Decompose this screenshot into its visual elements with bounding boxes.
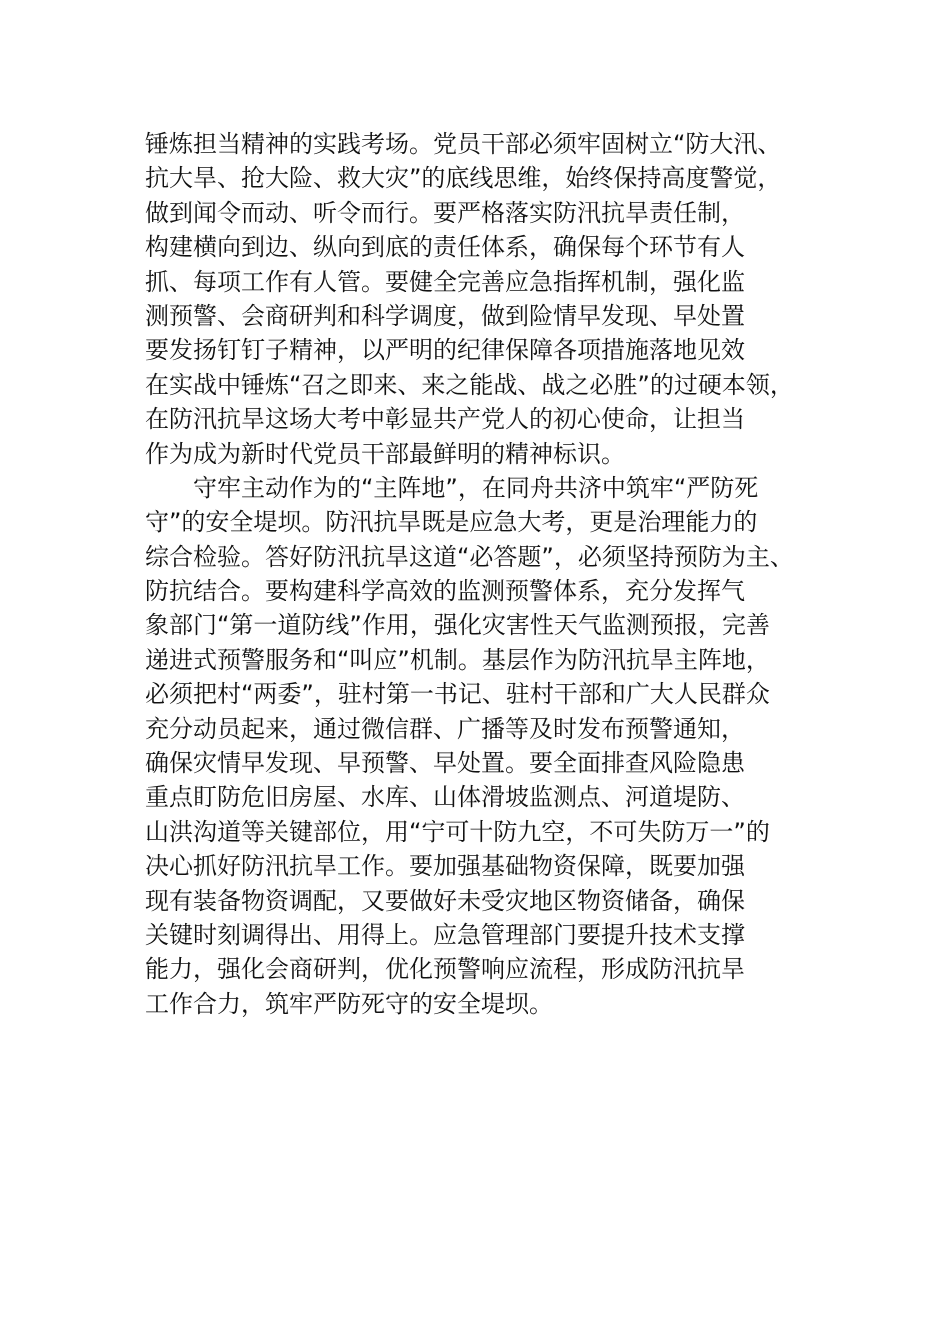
text-line: 递进式预警服务和“叫应”机制。基层作为防汛抗旱主阵地，: [145, 645, 770, 674]
text-line: 关键时刻调得出、用得上。应急管理部门要提升技术支撑: [145, 920, 745, 949]
text-line: 守”的安全堤坝。防汛抗旱既是应急大考，更是治理能力的: [145, 508, 758, 537]
text-line: 现有装备物资调配，又要做好未受灾地区物资储备，确保: [145, 886, 745, 915]
text-line: 象部门“第一道防线”作用，强化灾害性天气监测预报，完善: [145, 611, 770, 640]
text-line: 要发扬钉钉子精神，以严明的纪律保障各项措施落地见效: [145, 336, 745, 365]
text-line: 必须把村“两委”，驻村第一书记、驻村干部和广大人民群众: [145, 680, 770, 709]
text-line: 做到闻令而动、听令而行。要严格落实防汛抗旱责任制，: [145, 198, 745, 227]
text-line: 构建横向到边、纵向到底的责任体系，确保每个环节有人: [145, 233, 745, 262]
text-line: 作为成为新时代党员干部最鲜明的精神标识。: [145, 439, 625, 468]
text-line: 充分动员起来，通过微信群、广播等及时发布预警通知，: [145, 714, 745, 743]
text-line: 抓、每项工作有人管。要健全完善应急指挥机制，强化监: [145, 267, 745, 296]
text-line: 决心抓好防汛抗旱工作。要加强基础物资保障，既要加强: [145, 852, 745, 881]
body-text: [145, 127, 825, 1021]
text-line: 锤炼担当精神的实践考场。党员干部必须牢固树立“防大汛、: [145, 130, 782, 158]
text-line: 确保灾情早发现、早预警、早处置。要全面排查风险隐患: [145, 749, 745, 778]
text-line: 在实战中锤炼“召之即来、来之能战、战之必胜”的过硬本领，: [145, 370, 794, 399]
text-line: 测预警、会商研判和科学调度，做到险情早发现、早处置: [145, 301, 745, 330]
text-line: 在防汛抗旱这场大考中彰显共产党人的初心使命，让担当: [145, 405, 745, 434]
text-line: 抗大旱、抢大险、救大灾”的底线思维，始终保持高度警觉，: [145, 164, 782, 193]
text-line: 综合检验。答好防汛抗旱这道“必答题”，必须坚持预防为主、: [145, 542, 794, 571]
text-line: 重点盯防危旧房屋、水库、山体滑坡监测点、河道堤防、: [145, 783, 745, 812]
text-line: 山洪沟道等关键部位，用“宁可十防九空，不可失防万一”的: [145, 817, 770, 846]
text-line: 防抗结合。要构建科学高效的监测预警体系，充分发挥气: [145, 577, 745, 606]
text-line: 守牢主动作为的“主阵地”，在同舟共济中筑牢“严防死: [145, 473, 759, 502]
text-line: 工作合力，筑牢严防死守的安全堤坝。: [145, 989, 553, 1018]
text-line: 能力，强化会商研判，优化预警响应流程，形成防汛抗旱: [145, 955, 745, 984]
